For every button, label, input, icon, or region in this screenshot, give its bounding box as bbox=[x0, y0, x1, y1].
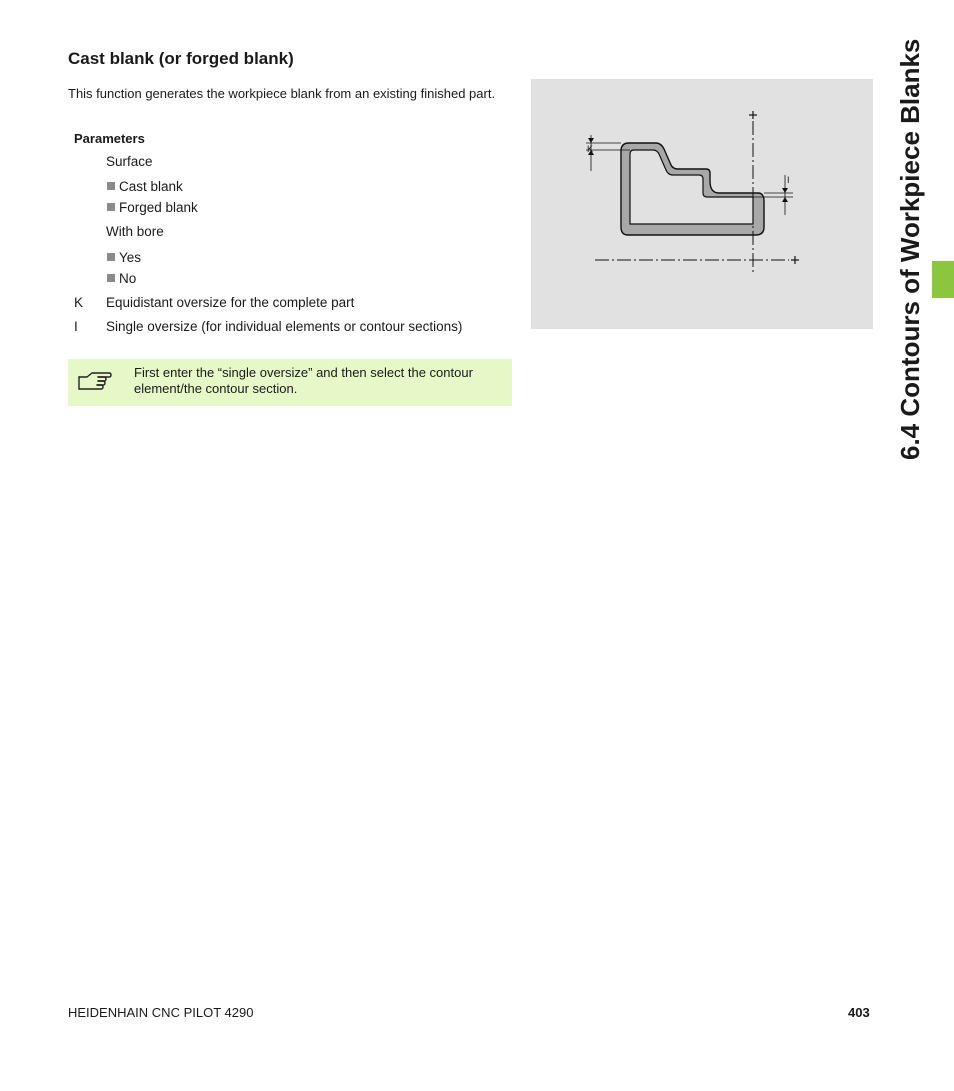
pointing-hand-icon bbox=[78, 369, 112, 395]
contour-figure bbox=[531, 79, 873, 329]
note-text: First enter the “single oversize” and then select the contour element/the contour section. bbox=[134, 365, 473, 396]
dimension-label-i: I bbox=[787, 175, 790, 185]
parameters-title: Parameters bbox=[74, 131, 145, 146]
section-heading: Cast blank (or forged blank) bbox=[68, 49, 294, 68]
surface-option-forged: Forged blank bbox=[107, 200, 198, 215]
surface-option-cast: Cast blank bbox=[107, 179, 183, 194]
param-key-i: I bbox=[74, 319, 78, 334]
section-side-title: 6.4 Contours of Workpiece Blanks bbox=[895, 38, 925, 460]
page-number: 403 bbox=[848, 1005, 870, 1020]
footer-product: HEIDENHAIN CNC PILOT 4290 bbox=[68, 1005, 254, 1020]
param-desc-i: Single oversize (for individual elements or contour sections) bbox=[106, 319, 463, 334]
bore-label: With bore bbox=[106, 224, 164, 239]
surface-label: Surface bbox=[106, 154, 153, 169]
bore-option-no: No bbox=[107, 271, 136, 286]
param-desc-k: Equidistant oversize for the complete part bbox=[106, 295, 355, 310]
bullet-square-icon bbox=[107, 203, 115, 211]
bore-option-yes: Yes bbox=[107, 250, 141, 265]
bullet-square-icon bbox=[107, 274, 115, 282]
contour-diagram bbox=[531, 79, 873, 329]
intro-paragraph: This function generates the workpiece blank from an existing finished part. bbox=[68, 86, 496, 101]
bullet-square-icon bbox=[107, 253, 115, 261]
dimension-label-k: K bbox=[587, 144, 594, 154]
section-tab-marker bbox=[932, 261, 954, 298]
bullet-square-icon bbox=[107, 182, 115, 190]
param-key-k: K bbox=[74, 295, 84, 310]
